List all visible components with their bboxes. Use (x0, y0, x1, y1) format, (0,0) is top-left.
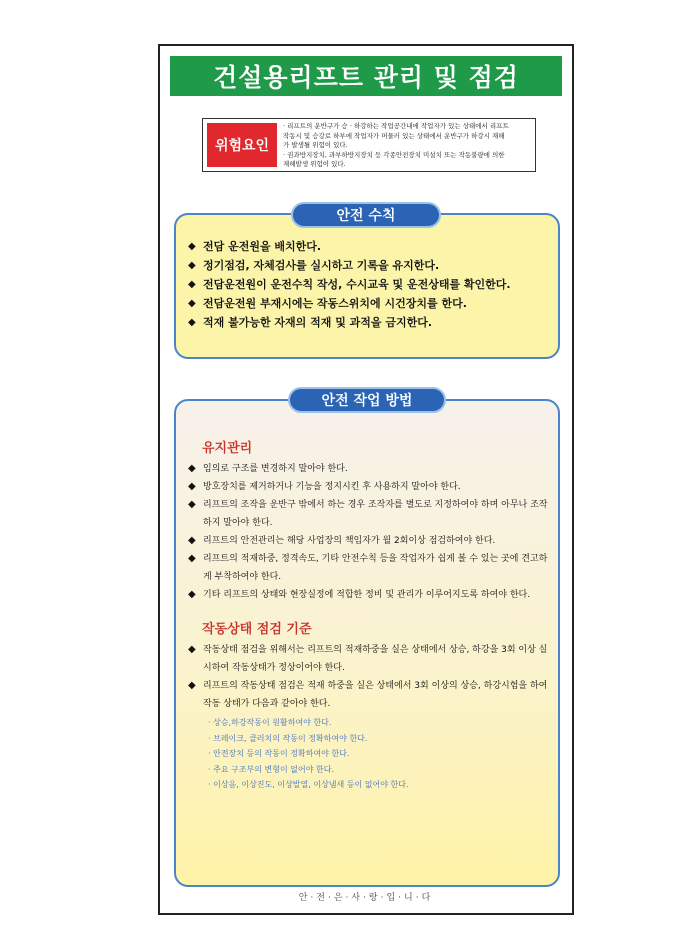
inspection-criteria-list (208, 715, 548, 793)
list-item: ◆ 적재 불가능한 자재의 적재 및 과적을 금지한다. (188, 313, 550, 332)
safety-rules-heading: 안전 수칙 (291, 202, 441, 228)
inspection-list (188, 641, 548, 713)
list-item: · 브레이크, 클러치의 작동이 정확하여야 한다. (208, 733, 368, 743)
list-item: ◆ 리프트의 작동상태 점검은 적재 하중을 실은 상태에서 3회 이상의 상승, 하강시험을 하여 작동 상태가 다음과 같아야 한다. (188, 677, 548, 713)
diamond-bullet-icon: ◆ (188, 241, 196, 252)
list-item: ◆ 임의로 구조를 변경하지 말아야 한다. (188, 460, 548, 478)
diamond-bullet-icon: ◆ (188, 589, 196, 600)
diamond-bullet-icon: ◆ (188, 553, 196, 564)
diamond-bullet-icon: ◆ (188, 260, 196, 271)
hazard-description (281, 119, 535, 171)
list-item: ◆ 정기점검, 자체검사를 실시하고 기록을 유지한다. (188, 256, 550, 275)
hazard-line: · 리프트의 운반구가 승 · 하강하는 작업공간내에 작업자가 있는 상태에서 리프트 (283, 122, 509, 130)
list-item: ◆ 리프트의 적재하중, 정격속도, 기타 안전수칙 등을 작업자가 쉽게 볼 수 있는 곳에 견고하게 부착하여야 한다. (188, 550, 548, 586)
diamond-bullet-icon: ◆ (188, 481, 196, 492)
list-item: ◆ 전담운전원 부재시에는 작동스위치에 시건장치를 한다. (188, 294, 550, 313)
hazard-box (202, 118, 536, 172)
diamond-bullet-icon: ◆ (188, 499, 196, 510)
work-method-heading: 안전 작업 방법 (288, 387, 446, 413)
maintenance-list (188, 460, 548, 604)
diamond-bullet-icon: ◆ (188, 317, 196, 328)
diamond-bullet-icon: ◆ (188, 680, 196, 691)
inspection-heading: 작동상태 점검 기준 (202, 622, 312, 637)
hazard-line: 재해발생 위험이 있다. (283, 160, 346, 169)
safety-rules-list (188, 237, 550, 332)
list-item: ◆ 리프트의 안전관리는 해당 사업장의 책임자가 월 2회이상 점검하여야 한다. (188, 532, 548, 550)
list-item: ◆ 기타 리프트의 상태와 현장실정에 적합한 정비 및 관리가 이루어지도록 하여야 한다. (188, 586, 548, 604)
work-method-body (188, 431, 548, 793)
diamond-bullet-icon: ◆ (188, 644, 196, 655)
safety-rules-panel (174, 213, 560, 359)
diamond-bullet-icon: ◆ (188, 535, 196, 546)
hazard-line: 가 발생될 위험이 있다. (283, 141, 348, 150)
list-item: ◆ 리프트의 조작을 운반구 밖에서 하는 경우 조작자를 별도로 지정하여야 하며 아무나 조작하지 말아야 한다. (188, 496, 548, 532)
diamond-bullet-icon: ◆ (188, 298, 196, 309)
list-item: ◆ 작동상태 점검을 위해서는 리프트의 적재하중을 실은 상태에서 상승, 하강을 3회 이상 실시하여 작동상태가 정상이어야 한다. (188, 641, 548, 677)
list-item: ◆ 방호장치를 제거하거나 기능을 정지시킨 후 사용하지 말아야 한다. (188, 478, 548, 496)
list-item: · 상승,하강작동이 원활하여야 한다. (208, 718, 332, 727)
hazard-line: · 권과방지장치, 과부하방지장치 등 각종안전장치 미설치 또는 작동불량에 의한 (283, 150, 505, 159)
list-item: ◆ 전담 운전원을 배치한다. (188, 237, 550, 256)
hazard-badge: 위험요인 (207, 123, 277, 167)
hazard-line: 작동시 및 승강로 하부에 작업자가 머물러 있는 상태에서 운반구가 하강시 재해 (283, 131, 505, 140)
diamond-bullet-icon: ◆ (188, 463, 196, 474)
list-item: · 주요 구조부의 변형이 없어야 한다. (208, 764, 334, 774)
footer-slogan: 안·전·은·사·랑·입·니·다 (298, 893, 434, 903)
list-item: · 이상음, 이상진도, 이상발열, 이상냄새 등이 없어야 한다. (208, 780, 409, 789)
poster-title: 건설용리프트 관리 및 점검 (170, 56, 562, 96)
list-item: ◆ 전담운전원이 운전수칙 작성, 수시교육 및 운전상태를 확인한다. (188, 275, 550, 294)
safety-poster (158, 44, 574, 915)
work-method-panel (174, 399, 560, 887)
list-item: · 안전장치 등의 작동이 정확하여야 한다. (208, 749, 350, 758)
diamond-bullet-icon: ◆ (188, 279, 196, 290)
maintenance-heading: 유지관리 (202, 441, 253, 456)
